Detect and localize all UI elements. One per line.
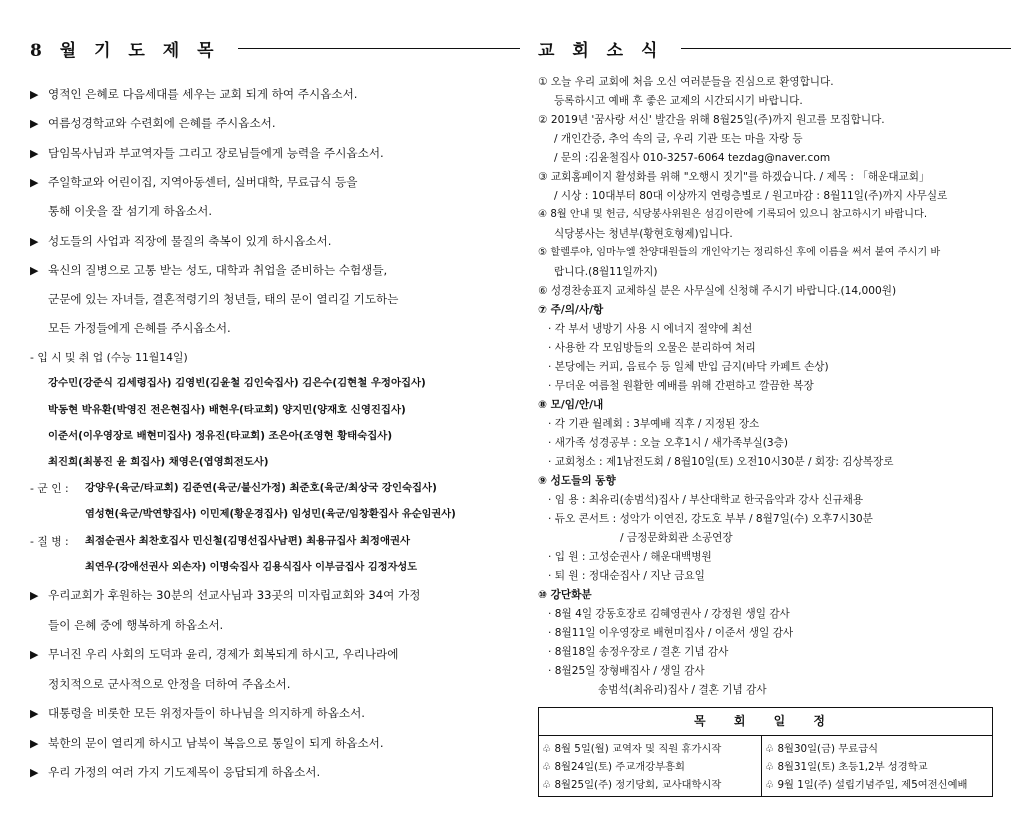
- prayer-item-cont: 통해 이웃을 잘 섬기게 하옵소서.: [48, 204, 213, 218]
- arrow-icon: ▶: [30, 235, 39, 248]
- news-line: · 각 부서 냉방기 사용 시 에너지 절약에 최선: [548, 323, 753, 335]
- schedule-entry: ♧ 8월25일(주) 정기당회, 교사대학시작: [542, 779, 722, 791]
- news-line: · 임 용 : 최유리(송범석)집사 / 부산대학교 한국음악과 강사 신규채용: [548, 494, 864, 506]
- news-section-heading: ⑨ 성도들의 동향: [538, 475, 616, 487]
- news-section-heading: ⑧ 모/임/안/내: [538, 399, 604, 411]
- news-line: · 8월 4일 강동호장로 김혜영권사 / 강정원 생일 감사: [548, 608, 790, 620]
- news-line: ④ 8월 안내 및 헌금, 식당봉사위원은 섬김이란에 기록되어 있으니 참고하시기 바랍니다.: [538, 209, 928, 220]
- schedule-entry: ♧ 8월30일(금) 무료급식: [765, 743, 879, 755]
- news-line: ⑤ 할렐루야, 임마누엘 찬양대원들의 개인악기는 정리하신 후에 이름을 써서 붙여 주시기 바: [538, 247, 941, 258]
- news-line: · 사용한 각 모임방들의 오물은 분리하여 처리: [548, 342, 756, 354]
- news-line: · 본당에는 커피, 음료수 등 일체 반입 금지(바닥 카페트 손상): [548, 361, 829, 373]
- news-line: ③ 교회홈페이지 활성화를 위해 "오행시 짓기"를 하겠습니다. / 제목 : 「해운대교회」: [538, 171, 930, 183]
- arrow-icon: ▶: [30, 707, 39, 720]
- news-line: · 8월11일 이우영장로 배현미집사 / 이준서 생일 감사: [548, 627, 794, 639]
- army-label: - 군 인 :: [30, 482, 69, 495]
- exam-line: 강수민(강준식 김세령집사) 김영빈(김윤철 김인숙집사) 김은수(김현철 우정아집사): [48, 377, 426, 389]
- prayer-item: ▶ 성도들의 사업과 직장에 물질의 축복이 있게 하시옵소서.: [30, 234, 332, 248]
- prayer-item: ▶ 주일학교와 어린이집, 지역아동센터, 실버대학, 무료급식 등을: [30, 175, 358, 189]
- heading-rule: [238, 48, 520, 49]
- exam-line: 박동현 박유환(박영진 전은현집사) 배현우(타교회) 양지민(양재호 신영진집사): [48, 404, 406, 416]
- news-line: / 문의 :김윤철집사 010-3257-6064 tezdag@naver.com: [554, 152, 831, 164]
- news-line: 등록하시고 예배 후 좋은 교제의 시간되시기 바랍니다.: [554, 95, 803, 107]
- arrow-icon: ▶: [30, 737, 39, 750]
- arrow-icon: ▶: [30, 176, 39, 189]
- church-news-heading: [538, 36, 1011, 61]
- exam-label: - 입 시 및 취 업 (수능 11월14일): [30, 351, 188, 364]
- news-line: · 교회청소 : 제1남전도회 / 8월10일(토) 오전10시30분 / 회장: 김상복장로: [548, 456, 894, 468]
- arrow-icon: ▶: [30, 589, 39, 602]
- prayer-item-cont: 들이 은혜 중에 행복하게 하옵소서.: [48, 618, 224, 632]
- news-line: · 8월25일 장형배집사 / 생일 감사: [548, 665, 705, 677]
- schedule-title: 목 회 일 정: [539, 708, 992, 736]
- prayer-item-cont: 군문에 있는 자녀들, 결혼적령기의 청년들, 태의 문이 열리길 기도하는: [48, 292, 399, 306]
- prayer-item-cont: 모든 가정들에게 은혜를 주시옵소서.: [48, 321, 231, 335]
- news-line: · 각 기관 월례회 : 3부예배 직후 / 지정된 장소: [548, 418, 760, 430]
- prayer-item: ▶ 무너진 우리 사회의 도덕과 윤리, 경제가 회복되게 하시고, 우리나라에: [30, 647, 399, 661]
- news-line: · 입 원 : 고성순권사 / 해운대백병원: [548, 551, 712, 563]
- exam-line: 이준서(이우영장로 배현미집사) 정유진(타교회) 조은아(조영현 황태숙집사): [48, 430, 393, 442]
- news-line: / 금정문화회관 소공연장: [620, 532, 733, 544]
- arrow-icon: ▶: [30, 264, 39, 277]
- ministry-schedule-box: [538, 707, 993, 797]
- news-line: / 개인간증, 추억 속의 글, 우리 기관 또는 마을 자랑 등: [554, 133, 803, 145]
- schedule-entry: ♧ 8월24일(토) 주교개강부흥회: [542, 761, 685, 773]
- arrow-icon: ▶: [30, 117, 39, 130]
- heading-rule: [681, 48, 1011, 49]
- news-section-heading: ⑩ 강단화분: [538, 589, 592, 601]
- illness-label: - 질 병 :: [30, 535, 69, 548]
- news-line: · 새가족 성경공부 : 오늘 오후1시 / 새가족부실(3층): [548, 437, 789, 449]
- prayer-item: ▶ 육신의 질병으로 고통 받는 성도, 대학과 취업을 준비하는 수험생들,: [30, 263, 388, 277]
- church-news-title: 교 회 소 식: [538, 41, 664, 61]
- illness-line: 최점순권사 최찬호집사 민신철(김명선집사남편) 최용규집사 최정애권사: [85, 535, 411, 547]
- prayer-item: ▶ 우리교회가 후원하는 30분의 선교사님과 33곳의 미자립교회와 34여 가정: [30, 588, 421, 602]
- army-line: 염성현(육군/박연향집사) 이민제(황운경집사) 임성민(육군/임창환집사 유순임권사): [85, 509, 456, 520]
- prayer-item: ▶ 우리 가정의 여러 가지 기도제목이 응답되게 하옵소서.: [30, 765, 321, 779]
- news-line: ⑥ 성경찬송표지 교체하실 분은 사무실에 신청해 주시기 바랍니다.(14,000원): [538, 285, 897, 297]
- schedule-entry: ♧ 8월31일(토) 초등1,2부 성경학교: [765, 761, 928, 773]
- prayer-item-cont: 정치적으로 군사적으로 안정을 더하여 주옵소서.: [48, 677, 291, 691]
- arrow-icon: ▶: [30, 88, 39, 101]
- news-line: 랍니다.(8월11일까지): [554, 266, 658, 278]
- news-line: 식당봉사는 청년부(황현호형제)입니다.: [554, 228, 733, 240]
- news-line: ① 오늘 우리 교회에 처음 오신 여러분들을 진심으로 환영합니다.: [538, 76, 834, 88]
- schedule-entry: ♧ 8월 5일(월) 교역자 및 직원 휴가시작: [542, 743, 722, 755]
- prayer-item: ▶ 대통령을 비롯한 모든 위정자들이 하나님을 의지하게 하옵소서.: [30, 706, 365, 720]
- prayer-topics-title: 8 월 기 도 제 목: [30, 41, 220, 61]
- news-section-heading: ⑦ 주/의/사/항: [538, 304, 604, 316]
- arrow-icon: ▶: [30, 648, 39, 661]
- illness-line: 최연우(강애선권사 외손자) 이명숙집사 김용식집사 이부금집사 김정자성도: [85, 562, 418, 573]
- prayer-item: ▶ 북한의 문이 열리게 하시고 남북이 복음으로 통일이 되게 하옵소서.: [30, 736, 384, 750]
- prayer-topics-heading: [30, 36, 520, 61]
- army-line: 강양우(육군/타교회) 김준연(육군/불신가정) 최준호(육군/최상국 강인숙집사): [85, 482, 437, 494]
- news-line: ② 2019년 '꿈사랑 서신' 발간을 위해 8월25일(주)까지 원고를 모집합니다.: [538, 114, 885, 126]
- arrow-icon: ▶: [30, 147, 39, 160]
- exam-line: 최진희(최봉진 윤 희집사) 채영은(엽영희전도사): [48, 456, 269, 468]
- news-line: · 퇴 원 : 정대순집사 / 지난 금요일: [548, 570, 705, 582]
- news-line: 송범석(최유리)집사 / 결혼 기념 감사: [598, 684, 767, 696]
- prayer-item: ▶ 영적인 은혜로 다음세대를 세우는 교회 되게 하여 주시옵소서.: [30, 87, 358, 101]
- schedule-entry: ♧ 9월 1일(주) 설립기념주일, 제5여전신예배: [765, 779, 968, 791]
- news-line: · 무더운 여름철 원활한 예배를 위해 간편하고 깔끔한 복장: [548, 380, 814, 392]
- prayer-item: ▶ 여름성경학교와 수련회에 은혜를 주시옵소서.: [30, 116, 276, 130]
- news-line: · 8월18일 송정우장로 / 결혼 기념 감사: [548, 646, 729, 658]
- prayer-item: ▶ 담임목사님과 부교역자들 그리고 장로님들에게 능력을 주시옵소서.: [30, 146, 384, 160]
- arrow-icon: ▶: [30, 766, 39, 779]
- news-line: · 듀오 콘서트 : 성악가 이연진, 강도호 부부 / 8월7일(수) 오후7시30분: [548, 513, 873, 525]
- news-line: / 시상 : 10대부터 80대 이상까지 연령층별로 / 원고마감 : 8월11일(주)까지 사무실로: [554, 190, 948, 202]
- schedule-divider: [761, 736, 762, 796]
